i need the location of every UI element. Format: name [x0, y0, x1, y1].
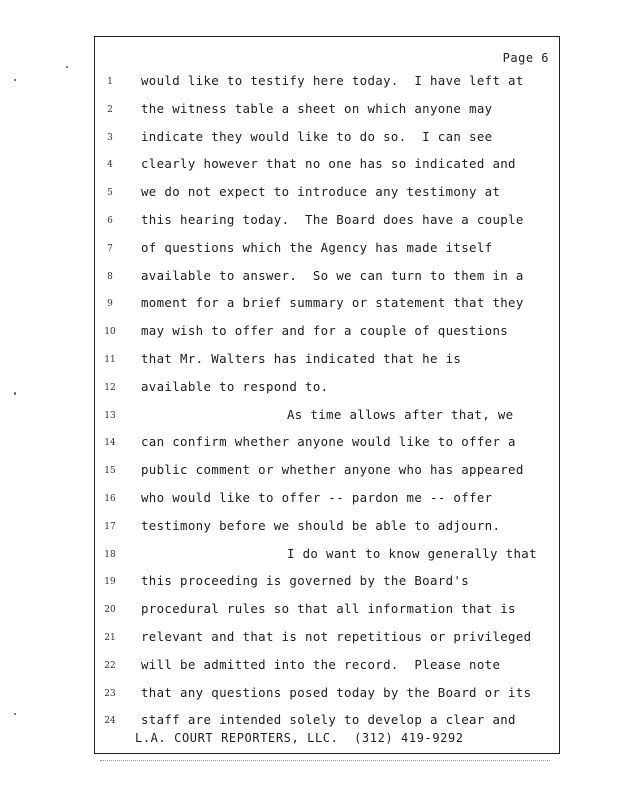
line-text: would like to testify here today. I have left at: [141, 73, 524, 88]
transcript-line: [95, 324, 559, 352]
transcript-line: [95, 157, 559, 185]
scan-speck: [66, 66, 68, 68]
transcript-page-frame: [94, 36, 560, 754]
line-text: clearly however that no one has so indicated and: [141, 156, 516, 172]
line-number: 1: [107, 77, 113, 87]
transcript-line: [95, 435, 559, 463]
transcript-line: [95, 74, 559, 102]
line-text: indicate they would like to do so. I can see: [141, 128, 493, 144]
line-text: relevant and that is not repetitious or privileged: [141, 628, 532, 644]
line-text: may wish to offer and for a couple of questions: [141, 323, 509, 339]
line-text: of questions which the Agency has made itself: [141, 239, 493, 255]
transcript-line: [95, 547, 559, 575]
line-number: 6: [107, 215, 113, 226]
transcript-line: [95, 491, 559, 519]
line-number: 9: [107, 299, 113, 310]
transcript-line: [95, 519, 559, 547]
transcript-line: [95, 185, 559, 213]
transcript-line: [95, 408, 559, 436]
line-text: we do not expect to introduce any testimony at: [141, 184, 501, 200]
line-text: will be admitted into the record. Please note: [141, 656, 501, 672]
line-number: 5: [107, 188, 113, 199]
transcript-line: [95, 130, 559, 158]
transcript-line: [95, 241, 559, 269]
line-text: public comment or whether anyone who has appeared: [141, 462, 524, 478]
line-number: 16: [104, 493, 116, 504]
line-number: 20: [104, 605, 116, 616]
line-number: 7: [107, 243, 113, 254]
line-text: this hearing today. The Board does have a couple: [141, 211, 524, 227]
line-number: 2: [107, 104, 113, 115]
line-text: moment for a brief summary or statement that they: [141, 295, 524, 311]
line-number: 17: [104, 521, 116, 532]
line-text: the witness table a sheet on which anyone may: [141, 100, 493, 116]
line-number: 22: [104, 660, 116, 671]
transcript-line: [95, 296, 559, 324]
transcript-line: [95, 602, 559, 630]
line-number: 8: [107, 271, 113, 282]
line-text: this proceeding is governed by the Board's: [141, 573, 470, 589]
transcript-lines: [95, 74, 559, 741]
line-number: 4: [107, 160, 113, 171]
line-text: procedural rules so that all information that is: [141, 601, 516, 617]
transcript-line: [95, 352, 559, 380]
transcript-line: [95, 269, 559, 297]
transcript-line: [95, 574, 559, 602]
line-text: that any questions posed today by the Board or its: [141, 684, 532, 700]
line-number: 12: [104, 382, 116, 393]
transcript-line: [95, 380, 559, 408]
line-text: available to answer. So we can turn to them in a: [141, 267, 524, 283]
line-text: available to respond to.: [141, 378, 329, 394]
court-reporter-footer: L.A. COURT REPORTERS, LLC. (312) 419-9292: [135, 731, 464, 745]
scan-speck: [14, 79, 16, 81]
line-number: 19: [104, 577, 116, 588]
transcript-line: [95, 463, 559, 491]
transcript-line: [95, 658, 559, 686]
line-number: 15: [104, 466, 116, 477]
line-number: 24: [104, 716, 116, 727]
line-text: staff are intended solely to develop a clear and: [141, 712, 516, 728]
transcript-line: [95, 630, 559, 658]
line-number: 3: [107, 132, 113, 143]
transcript-line: [95, 102, 559, 130]
line-text: who would like to offer -- pardon me -- offer: [141, 489, 493, 505]
line-number: 18: [104, 549, 116, 560]
line-text: that Mr. Walters has indicated that he is: [141, 350, 462, 366]
line-text: As time allows after that, we: [287, 406, 514, 422]
line-number: 14: [104, 438, 116, 449]
transcript-line: [95, 213, 559, 241]
scan-speck: [14, 392, 16, 395]
transcript-line: [95, 686, 559, 714]
line-text: testimony before we should be able to adjourn.: [141, 517, 501, 533]
line-number: 13: [104, 410, 116, 421]
page-number-label: Page 6: [502, 51, 549, 65]
line-number: 10: [104, 327, 116, 338]
scan-artifact-line: [100, 760, 550, 763]
line-text: can confirm whether anyone would like to offer a: [141, 434, 516, 450]
line-number: 23: [104, 688, 116, 699]
scan-speck: [14, 713, 16, 715]
line-number: 11: [104, 354, 116, 365]
line-text: I do want to know generally that: [287, 545, 537, 561]
line-number: 21: [104, 632, 116, 643]
